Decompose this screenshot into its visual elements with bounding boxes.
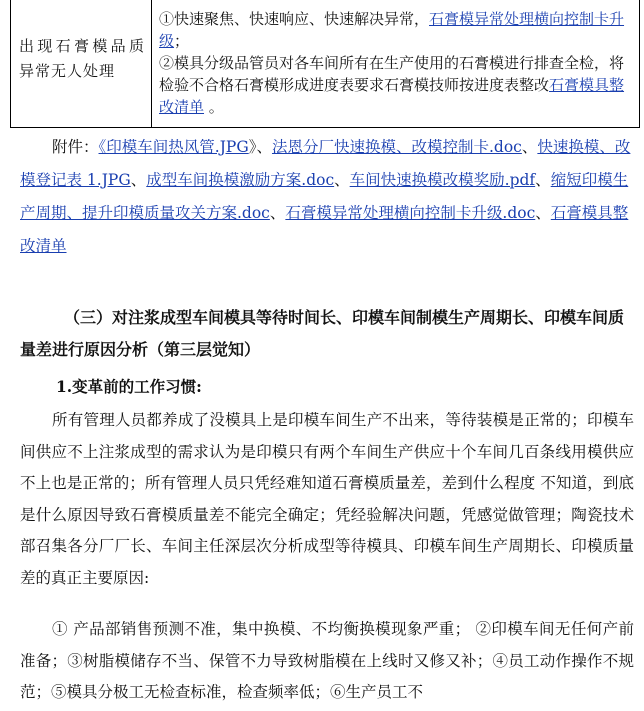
attachment-link-8[interactable]: 石膏模具整改清单: [20, 204, 629, 255]
table-divider: [151, 0, 152, 127]
attachment-link-3[interactable]: 快速换模、改模登记表 1.JPG: [20, 138, 631, 189]
issue-table-row: [10, 0, 640, 128]
section-heading: （三）对注浆成型车间模具等待时间长、印模车间制模生产周期长、印模车间质量差进行原因分析（第三层觉知）: [20, 308, 625, 359]
subheading: 1.变革前的工作习惯:: [56, 377, 202, 396]
attachment-link-4[interactable]: 成型车间换模激励方案.doc: [146, 171, 335, 189]
solution-2-end: 。: [204, 98, 224, 116]
attachment-link-5[interactable]: 车间快速换模改模奖励.pdf: [349, 171, 536, 189]
solution-cell: [159, 8, 635, 118]
attachment-link-1[interactable]: 《印模车间热风管.JPG: [98, 138, 249, 156]
paragraph-habits: 所有管理人员都养成了没模具上是印模车间生产不出来，等待装模是正常的；印模车间供应不上注浆成型的需求认为是印模只有两个车间生产供应十个车间几百条线用模供应不上也是正常的；所有管理人员只凭经难知道石膏模质量差，差到什么程度 不知道，到底是什么原因导致石膏模质量差不能完全确定；凭经验解决问题，凭感觉做管理；陶瓷技术部召集各分厂厂长、车间主任深层次分析成型等待模具、印模车间生产周期长、印模质量差的真正主要原因:: [20, 411, 634, 587]
issue-label-cell: 出现石膏模品质异常无人处理: [19, 37, 145, 80]
attachments-paragraph: 附件：《印模车间热风管.JPG》、法恩分厂快速换模、改模控制卡.doc、快速换模、改模登记表 1.JPG、成型车间换模激励方案.doc、车间快速换模改模奖励.pdf、缩短印模生产周期、提升印模质量攻关方案.doc、石膏模异常处理横向控制卡升级.doc、石膏模具整改清单: [20, 138, 631, 255]
solution-2-text: ②模具分级品管员对各车间所有在生产使用的石膏模进行排查全检，将检验不合格石膏模形成进度表要求石膏模技师按进度表整改: [159, 54, 625, 94]
attachment-link-7[interactable]: 石膏模异常处理横向控制卡升级.doc: [285, 204, 536, 222]
attachments-label: 附件：: [52, 138, 99, 156]
solution-1-text: ①快速聚焦、快速响应、快速解决异常，: [159, 10, 430, 28]
paragraph-causes: ① 产品部销售预测不准，集中换模、不均衡换模现象严重； ②印模车间无任何产前准备；③树脂模储存不当、保管不力导致树脂模在上线时又修又补；④员工动作操作不规范；⑤模具分极工无检查标准，检查频率低；⑥生产员工不: [20, 620, 634, 701]
attachment-link-6[interactable]: 缩短印模生产周期、提升印模质量攻关方案.doc: [20, 171, 629, 222]
solution-1-end: ；: [174, 32, 190, 50]
link-gypsum-anomaly-card[interactable]: 石膏模异常处理横向控制卡升级: [159, 10, 625, 50]
link-gypsum-rectification-list[interactable]: 石膏模具整改清单: [159, 76, 625, 116]
attachment-link-2[interactable]: 法恩分厂快速换模、改模控制卡.doc: [271, 138, 522, 156]
